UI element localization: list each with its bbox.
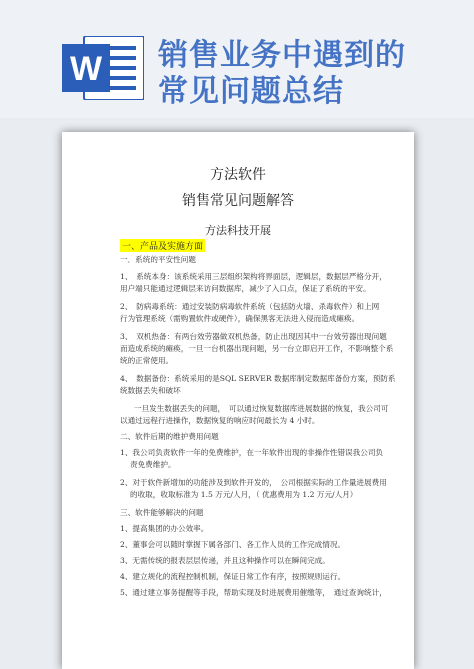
- doc-line: 一．系统的平安性问题: [120, 255, 196, 264]
- word-document-icon: [62, 36, 144, 100]
- header-banner: [0, 0, 474, 118]
- doc-line: 2、董事会可以随时掌握下属各部门、各工作人员的工作完成情况。: [120, 540, 346, 549]
- doc-line: 3、无需传统的报表层层传递，并且这种操作可以在瞬间完成。: [120, 556, 330, 565]
- doc-line: 以通过远程行进操作，数据恢复的响应时间最长为 4 小时。: [120, 416, 320, 425]
- page-title-line-2: 常见问题总结: [158, 74, 344, 109]
- doc-line: 1、 系统本身：该系统采用三层组织架构将界面层，逻辑层，数据层严格分开，: [120, 272, 387, 281]
- doc-subtitle: 方法科技开展: [205, 224, 271, 237]
- doc-line: 而造成系统的瘫痪，一旦一台机器出现问题，另一台立即启开工作，不影响整个系: [120, 344, 394, 353]
- doc-line: 二、软件后期的维护费用问题: [120, 432, 219, 441]
- doc-line: 3、 双机热备：有两台效劳器做双机热备，防止出现因其中一台效劳器出现问题: [120, 332, 387, 341]
- svg-text:W: W: [69, 50, 103, 88]
- doc-line: 三、软件能够解决的问题: [120, 508, 204, 517]
- doc-line: 统数据丢失和破坏: [120, 386, 181, 395]
- doc-line: 2、对于软件新增加的功能涉及到软件开发的， 公司根据实际的工作量进展费用: [120, 478, 387, 487]
- doc-line: 用户端只能通过逻辑层来访问数据库，减少了入口点，保证了系统的平安。: [120, 284, 371, 293]
- document-page: [62, 132, 414, 669]
- doc-title: 销售常见问题解答: [182, 193, 294, 209]
- doc-line: 4、建立规化的流程控制机制，保证日常工作有序，按照规则运行。: [120, 572, 346, 581]
- doc-line: 1、我公司负责软件一年的免费维护，在一年软件出现的非操作性错误我公司负: [120, 448, 384, 457]
- doc-line: 的收取，收取标准为 1.5 万元/人月，（ 优惠费用为 1.2 万元/人月）: [130, 490, 358, 499]
- doc-line: 4、 数据备份：系统采用的是SQL SERVER 数据库制定数据库备份方案，预防系: [120, 374, 396, 383]
- doc-line: 责免费维护。: [130, 460, 176, 469]
- doc-line: 2、 防病毒系统：通过安装防病毒软件系统（包括防火墙、杀毒软件）和上网: [120, 302, 380, 311]
- section-heading-highlighted: 一、产品及实施方面: [120, 239, 205, 252]
- doc-line: 一旦发生数据丢失的问题， 可以通过恢复数据库进展数据的恢复，我公司可: [134, 404, 389, 413]
- doc-line: 5、通过建立事务提醒等手段，帮助实现及时进展费用催缴等， 通过查询统计，: [120, 588, 387, 597]
- doc-line: 1、提高集团的办公效率。: [120, 524, 209, 533]
- page-title-line-1: 销售业务中遇到的: [158, 38, 406, 73]
- doc-company: 方法软件: [210, 167, 266, 183]
- doc-line: 统的正常使用。: [120, 356, 174, 365]
- doc-line: 行为管理系统（需购置软件或硬件），确保黑客无法进入侵而造成瘫痪。: [120, 314, 360, 323]
